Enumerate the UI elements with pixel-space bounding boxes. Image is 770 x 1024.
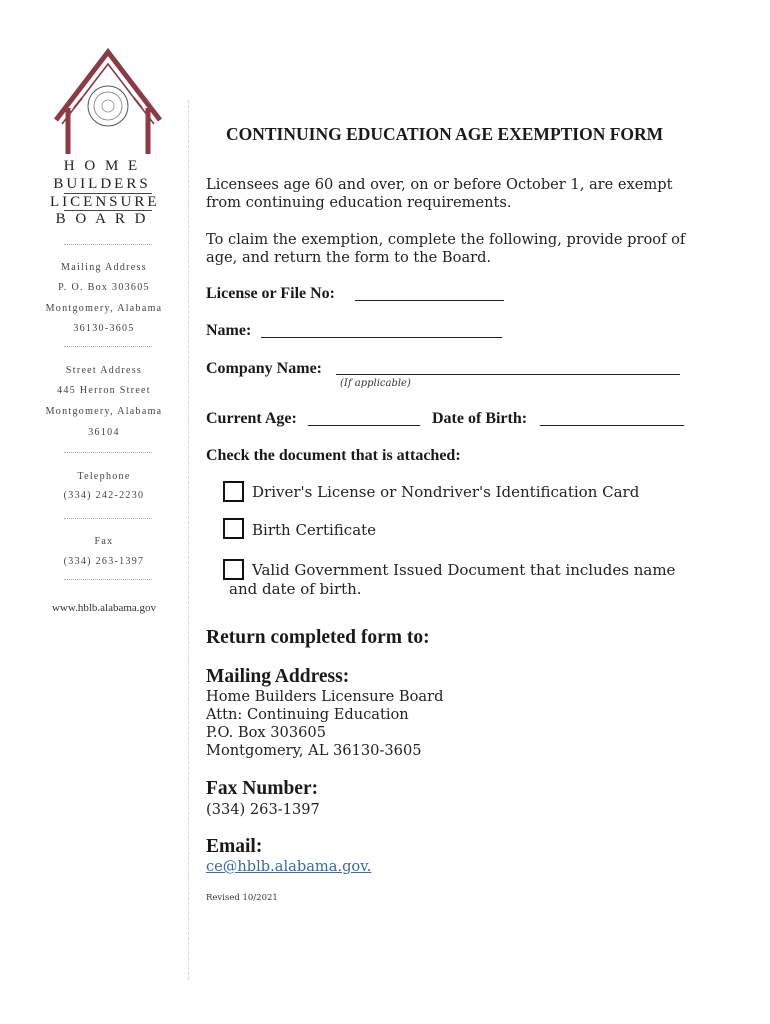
fax-heading: Fax Number:	[206, 778, 319, 799]
brand-board: B O A R D	[55, 211, 149, 227]
fax-label: Fax	[94, 536, 114, 547]
license-input[interactable]	[355, 300, 504, 301]
brand-licensure: LICENSURE	[50, 194, 160, 210]
return-address-line: Home Builders Licensure Board	[206, 688, 444, 705]
company-input[interactable]	[336, 374, 680, 375]
board-logo	[52, 46, 164, 154]
revision-date: Revised 10/2021	[206, 893, 278, 903]
sidebar-separator	[64, 579, 152, 580]
name-label: Name:	[206, 322, 252, 339]
street-address-line: 36104	[88, 427, 120, 438]
mailing-address-label: Mailing Address	[61, 262, 147, 273]
license-label: License or File No:	[206, 285, 336, 302]
birth-certificate-option: Birth Certificate	[252, 521, 377, 539]
return-fax-number: (334) 263-1397	[206, 801, 320, 818]
age-input[interactable]	[308, 425, 420, 426]
email-heading: Email:	[206, 836, 263, 857]
return-heading: Return completed form to:	[206, 627, 430, 648]
page-divider	[188, 100, 190, 980]
telephone-number: (334) 242-2230	[63, 490, 145, 501]
government-document-option: Valid Government Issued Document that includes name	[252, 561, 676, 579]
birth-certificate-checkbox[interactable]	[223, 518, 244, 539]
street-address-line: Montgomery, Alabama	[45, 406, 163, 417]
street-address-label: Street Address	[65, 365, 143, 376]
street-address-line: 445 Herron Street	[57, 385, 151, 396]
sidebar-separator	[64, 346, 152, 347]
mailing-address-line: Montgomery, Alabama	[45, 303, 163, 314]
drivers-license-checkbox[interactable]	[223, 481, 244, 502]
return-address-line: Montgomery, AL 36130-3605	[206, 742, 422, 759]
dob-input[interactable]	[540, 425, 684, 426]
dob-label: Date of Birth:	[432, 410, 528, 427]
mailing-address-line: 36130-3605	[73, 323, 135, 334]
age-label: Current Age:	[206, 410, 297, 427]
drivers-license-option: Driver's License or Nondriver's Identification Card	[252, 483, 640, 501]
government-document-checkbox[interactable]	[223, 559, 244, 580]
brand-home: H O M E	[63, 158, 141, 174]
form-title: CONTINUING EDUCATION AGE EXEMPTION FORM	[226, 124, 664, 144]
mailing-address-line: P. O. Box 303605	[58, 282, 150, 293]
return-address-line: P.O. Box 303605	[206, 724, 326, 741]
sidebar-separator	[64, 452, 152, 453]
fax-number: (334) 263-1397	[63, 556, 145, 567]
mailing-heading: Mailing Address:	[206, 666, 350, 687]
company-note: (If applicable)	[340, 378, 411, 389]
company-label: Company Name:	[206, 360, 322, 377]
sidebar-separator	[64, 244, 152, 245]
brand-builders: BUILDERS	[53, 176, 151, 192]
instructions-paragraph: To claim the exemption, complete the following, provide proof of age, and return the form to the Board.	[206, 231, 686, 266]
telephone-label: Telephone	[77, 471, 131, 482]
intro-paragraph: Licensees age 60 and over, on or before October 1, are exempt from continuing education requirements.	[206, 176, 673, 211]
website-link[interactable]: www.hblb.alabama.gov	[51, 602, 157, 614]
government-document-option-cont: and date of birth.	[229, 580, 362, 598]
return-address-line: Attn: Continuing Education	[206, 706, 409, 723]
check-heading: Check the document that is attached:	[206, 447, 461, 464]
email-link[interactable]: ce@hblb.alabama.gov.	[206, 858, 372, 875]
name-input[interactable]	[261, 337, 502, 338]
sidebar-separator	[64, 518, 152, 519]
